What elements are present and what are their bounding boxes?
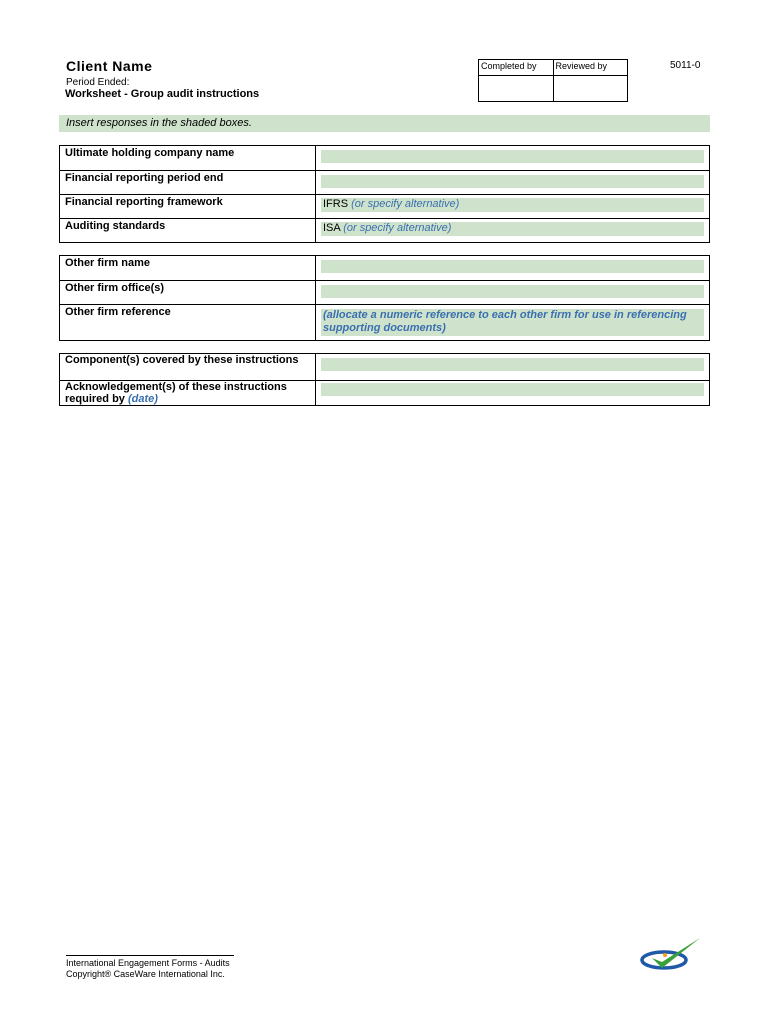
reporting-framework-input[interactable]	[321, 198, 704, 212]
footer-publication: International Engagement Forms - Audits	[66, 958, 230, 968]
table-row	[60, 304, 709, 340]
row-label: Other firm name	[60, 256, 316, 280]
auditing-standards-input[interactable]	[321, 222, 704, 236]
row-value-cell	[316, 171, 709, 194]
other-firm-offices-input[interactable]	[321, 285, 704, 298]
acknowledgement-label: Acknowledgement(s) of these instructions required by	[65, 381, 287, 405]
row-value-cell	[316, 305, 709, 340]
period-ended-label: Period Ended:	[66, 77, 130, 88]
row-label	[60, 381, 316, 405]
row-value-cell	[316, 146, 709, 170]
table-row	[60, 218, 709, 242]
form-number: 5011-0	[670, 60, 701, 71]
client-name: Client Name	[66, 58, 153, 74]
framework-value: IFRS	[323, 198, 349, 210]
row-value-cell	[316, 195, 709, 218]
caseware-checkmark-logo-icon	[640, 936, 704, 976]
row-value-cell	[316, 256, 709, 280]
acknowledgement-date-input[interactable]	[321, 383, 704, 396]
reporting-period-end-input[interactable]	[321, 175, 704, 188]
framework-hint: (or specify alternative)	[351, 198, 460, 210]
completed-by-label: Completed by	[479, 60, 553, 76]
other-firm-reference-input[interactable]: (allocate a numeric reference to each other firm for use in referencing supporting documents)	[321, 309, 704, 336]
reviewed-by-field[interactable]	[554, 76, 628, 101]
components-covered-input[interactable]	[321, 358, 704, 371]
table-row	[60, 170, 709, 194]
row-label: Financial reporting period end	[60, 171, 316, 194]
row-label: Auditing standards	[60, 219, 316, 242]
footer-copyright: Copyright® CaseWare International Inc.	[66, 969, 225, 979]
row-label: Other firm office(s)	[60, 281, 316, 304]
row-value-cell	[316, 354, 709, 380]
completed-by-column	[479, 60, 553, 101]
components-table	[59, 353, 710, 406]
table-row	[60, 146, 709, 170]
worksheet-title: Worksheet - Group audit instructions	[65, 88, 260, 100]
table-row	[60, 380, 709, 405]
footer-divider	[66, 955, 234, 956]
row-label: Component(s) covered by these instructions	[60, 354, 316, 380]
ultimate-holding-company-input[interactable]	[321, 150, 704, 163]
instruction-bar: Insert responses in the shaded boxes.	[59, 115, 710, 132]
standards-hint: (or specify alternative)	[343, 222, 452, 234]
table-row	[60, 194, 709, 218]
other-firm-table	[59, 255, 710, 341]
other-firm-name-input[interactable]	[321, 260, 704, 273]
standards-value: ISA	[323, 222, 341, 234]
row-value-cell	[316, 281, 709, 304]
signoff-box	[478, 59, 628, 102]
table-row	[60, 354, 709, 380]
logo-dot	[663, 953, 667, 957]
logo-graphic	[640, 936, 704, 976]
entity-details-table	[59, 145, 710, 243]
reviewed-by-label: Reviewed by	[554, 60, 628, 76]
table-row	[60, 280, 709, 304]
row-label: Other firm reference	[60, 305, 316, 340]
row-value-cell	[316, 219, 709, 242]
acknowledgement-date-hint: (date)	[127, 393, 158, 405]
completed-by-field[interactable]	[479, 76, 553, 101]
row-label: Ultimate holding company name	[60, 146, 316, 170]
reviewed-by-column	[553, 60, 628, 101]
row-label: Financial reporting framework	[60, 195, 316, 218]
row-value-cell	[316, 381, 709, 405]
table-row	[60, 256, 709, 280]
